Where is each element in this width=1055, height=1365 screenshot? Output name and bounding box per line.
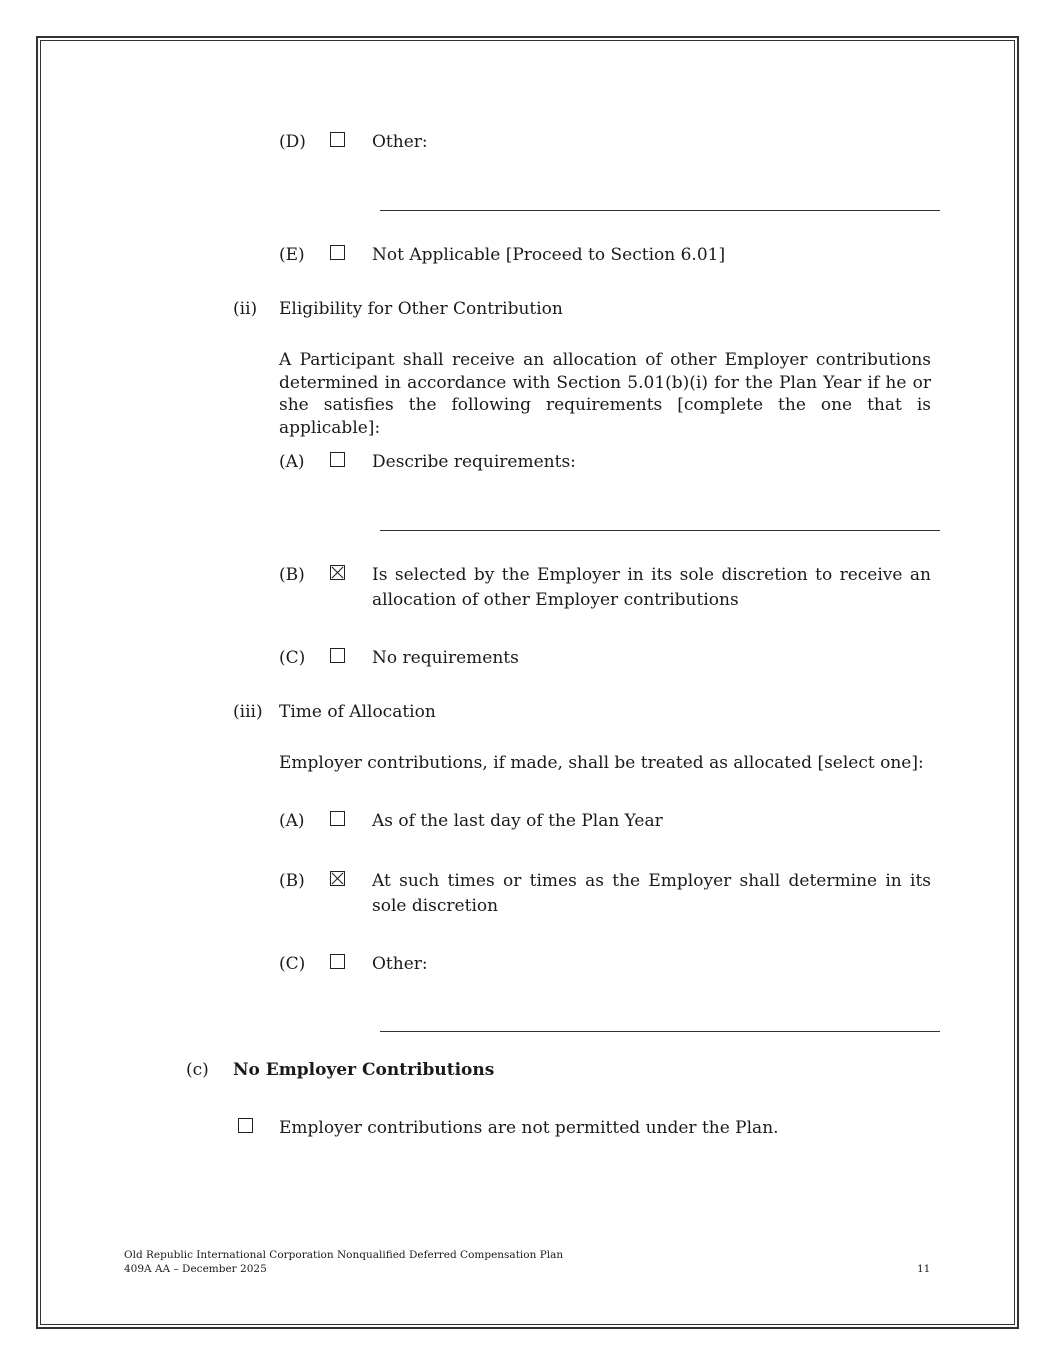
iii-option-c-checkbox[interactable] xyxy=(330,954,345,969)
section-iii-marker: (iii) xyxy=(233,702,263,722)
iii-option-a-label: As of the last day of the Plan Year xyxy=(372,811,663,831)
footer-document-date: 409A AA – December 2025 xyxy=(124,1263,267,1275)
section-c-label: Employer contributions are not permitted under the Plan. xyxy=(279,1118,779,1138)
section-ii-heading: Eligibility for Other Contribution xyxy=(279,299,563,319)
iii-option-b-marker: (B) xyxy=(279,871,305,891)
iii-option-b-label: At such times or times as the Employer shall determine in its sole discretion xyxy=(372,871,931,916)
ii-option-b-checkbox[interactable] xyxy=(330,565,345,580)
option-d-checkbox[interactable] xyxy=(330,132,345,147)
iii-option-a-checkbox[interactable] xyxy=(330,811,345,826)
ii-option-a-fill-line[interactable] xyxy=(380,530,940,531)
section-iii-intro: Employer contributions, if made, shall be treated as allocated [select one]: xyxy=(279,753,924,773)
option-d-label: Other: xyxy=(372,132,428,152)
checkmark-x-icon xyxy=(331,566,344,579)
footer-page-number: 11 xyxy=(917,1263,931,1275)
section-ii-intro: A Participant shall receive an allocation of other Employer contributions determined in accordance with Section 5.01(b)(i) for the Plan Year if he or she satisfies the following requirements [complete the one that is applicable]: xyxy=(279,350,931,438)
option-d-fill-line[interactable] xyxy=(380,210,940,211)
footer-plan-name: Old Republic International Corporation Nonqualified Deferred Compensation Plan xyxy=(124,1249,564,1261)
option-e-checkbox[interactable] xyxy=(330,245,345,260)
ii-option-a-label: Describe requirements: xyxy=(372,452,576,472)
iii-option-c-label: Other: xyxy=(372,954,428,974)
section-c-heading: No Employer Contributions xyxy=(233,1060,495,1080)
ii-option-a-checkbox[interactable] xyxy=(330,452,345,467)
option-d-marker: (D) xyxy=(279,132,306,152)
iii-option-c-marker: (C) xyxy=(279,954,306,974)
option-e-label: Not Applicable [Proceed to Section 6.01] xyxy=(372,245,726,265)
section-c-marker: (c) xyxy=(186,1060,209,1080)
ii-option-c-checkbox[interactable] xyxy=(330,648,345,663)
section-ii-marker: (ii) xyxy=(233,299,258,319)
section-iii-heading: Time of Allocation xyxy=(279,702,436,722)
iii-option-b-checkbox[interactable] xyxy=(330,871,345,886)
iii-option-a-marker: (A) xyxy=(279,811,305,831)
ii-option-c-marker: (C) xyxy=(279,648,306,668)
checkmark-x-icon xyxy=(331,872,344,885)
ii-option-b-label: Is selected by the Employer in its sole discretion to receive an allocation of other Employer contributions xyxy=(372,565,931,610)
ii-option-c-label: No requirements xyxy=(372,648,519,668)
section-c-checkbox[interactable] xyxy=(238,1118,253,1133)
option-e-marker: (E) xyxy=(279,245,305,265)
iii-option-c-fill-line[interactable] xyxy=(380,1031,940,1032)
ii-option-b-marker: (B) xyxy=(279,565,305,585)
ii-option-a-marker: (A) xyxy=(279,452,305,472)
